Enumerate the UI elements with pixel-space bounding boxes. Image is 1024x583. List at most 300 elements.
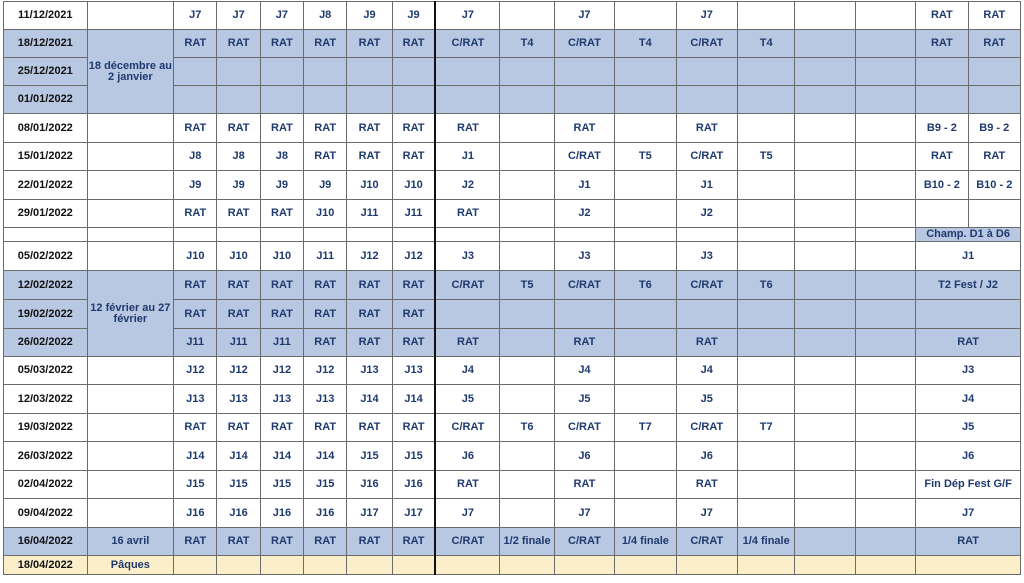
- schedule-cell: [795, 499, 855, 528]
- schedule-cell: RAT: [347, 414, 392, 442]
- schedule-cell: T4: [500, 30, 554, 58]
- table-row: [4, 242, 1021, 271]
- schedule-cell: J2: [554, 200, 614, 228]
- schedule-cell: [737, 114, 794, 143]
- schedule-cell: C/RAT: [676, 30, 737, 58]
- schedule-cell: J11: [174, 329, 217, 357]
- schedule-cell: [737, 200, 794, 228]
- schedule-cell: J16: [260, 499, 303, 528]
- schedule-cell: J14: [174, 442, 217, 471]
- schedule-cell: J16: [304, 499, 347, 528]
- schedule-cell: RAT: [968, 143, 1020, 171]
- schedule-cell: [615, 499, 676, 528]
- schedule-cell: [500, 442, 554, 471]
- schedule-cell: [500, 556, 554, 575]
- schedule-cell: [737, 2, 794, 30]
- schedule-cell: [500, 329, 554, 357]
- schedule-cell: [916, 300, 1021, 329]
- schedule-cell: J13: [304, 385, 347, 414]
- schedule-cell: [392, 58, 435, 86]
- schedule-cell: [615, 114, 676, 143]
- schedule-cell: J9: [304, 171, 347, 200]
- schedule-cell: J1: [916, 242, 1021, 271]
- schedule-cell: [615, 228, 676, 242]
- schedule-cell: J1: [676, 171, 737, 200]
- schedule-cell: J7: [554, 2, 614, 30]
- schedule-cell: RAT: [260, 200, 303, 228]
- schedule-cell: 1/4 finale: [737, 528, 794, 556]
- schedule-cell: C/RAT: [554, 30, 614, 58]
- schedule-cell: [615, 171, 676, 200]
- schedule-cell: [855, 242, 915, 271]
- schedule-cell: J11: [347, 200, 392, 228]
- schedule-cell: RAT: [347, 143, 392, 171]
- schedule-cell: [855, 171, 915, 200]
- schedule-cell: [855, 385, 915, 414]
- schedule-cell: J16: [174, 499, 217, 528]
- schedule-cell: RAT: [968, 2, 1020, 30]
- schedule-cell: RAT: [347, 528, 392, 556]
- schedule-cell: [795, 228, 855, 242]
- schedule-cell: RAT: [676, 114, 737, 143]
- schedule-cell: RAT: [174, 200, 217, 228]
- schedule-cell: J12: [347, 242, 392, 271]
- schedule-cell: RAT: [554, 329, 614, 357]
- schedule-cell: [737, 242, 794, 271]
- schedule-cell: [855, 414, 915, 442]
- schedule-cell: [737, 58, 794, 86]
- schedule-cell: J13: [392, 357, 435, 385]
- schedule-cell: RAT: [217, 271, 260, 300]
- schedule-cell: J10: [392, 171, 435, 200]
- date-cell: 09/04/2022: [4, 499, 88, 528]
- table-row: [4, 357, 1021, 385]
- schedule-cell: [737, 329, 794, 357]
- schedule-cell: [795, 528, 855, 556]
- schedule-cell: [615, 200, 676, 228]
- date-cell: 08/01/2022: [4, 114, 88, 143]
- date-cell: 05/02/2022: [4, 242, 88, 271]
- schedule-cell: C/RAT: [554, 528, 614, 556]
- schedule-cell: [174, 86, 217, 114]
- schedule-cell: J14: [304, 442, 347, 471]
- schedule-cell: RAT: [392, 528, 435, 556]
- schedule-cell: J13: [260, 385, 303, 414]
- schedule-cell: [500, 471, 554, 499]
- schedule-cell: J11: [304, 242, 347, 271]
- schedule-cell: T2 Fest / J2: [916, 271, 1021, 300]
- schedule-cell: [500, 2, 554, 30]
- schedule-cell: J11: [260, 329, 303, 357]
- schedule-cell: RAT: [435, 200, 499, 228]
- schedule-cell: C/RAT: [554, 271, 614, 300]
- schedule-cell: [435, 86, 499, 114]
- schedule-cell: J4: [435, 357, 499, 385]
- schedule-cell: C/RAT: [676, 271, 737, 300]
- schedule-cell: RAT: [676, 329, 737, 357]
- holiday-cell: [87, 114, 174, 143]
- holiday-cell: [87, 200, 174, 228]
- schedule-cell: T4: [737, 30, 794, 58]
- schedule-cell: [260, 86, 303, 114]
- schedule-cell: J14: [260, 442, 303, 471]
- table-row: [4, 271, 1021, 300]
- schedule-cell: J12: [304, 357, 347, 385]
- schedule-cell: [795, 385, 855, 414]
- schedule-cell: [347, 556, 392, 575]
- schedule-cell: RAT: [217, 30, 260, 58]
- schedule-cell: J7: [676, 499, 737, 528]
- schedule-cell: J5: [435, 385, 499, 414]
- schedule-cell: J9: [347, 2, 392, 30]
- holiday-cell: [87, 2, 174, 30]
- date-cell: [4, 228, 88, 242]
- date-cell: 29/01/2022: [4, 200, 88, 228]
- schedule-cell: RAT: [304, 329, 347, 357]
- schedule-cell: J1: [554, 171, 614, 200]
- schedule-cell: [795, 2, 855, 30]
- table-row: [4, 385, 1021, 414]
- schedule-cell: J16: [392, 471, 435, 499]
- schedule-cell: [795, 171, 855, 200]
- date-cell: 25/12/2021: [4, 58, 88, 86]
- schedule-cell: RAT: [347, 114, 392, 143]
- schedule-cell: [435, 58, 499, 86]
- schedule-cell: J10: [304, 200, 347, 228]
- schedule-cell: C/RAT: [554, 143, 614, 171]
- holiday-cell: Pâques: [87, 556, 174, 575]
- schedule-cell: RAT: [217, 300, 260, 329]
- schedule-cell: RAT: [174, 114, 217, 143]
- schedule-cell: J8: [217, 143, 260, 171]
- schedule-cell: J3: [676, 242, 737, 271]
- schedule-cell: [500, 228, 554, 242]
- schedule-cell: J4: [554, 357, 614, 385]
- schedule-cell: RAT: [916, 329, 1021, 357]
- schedule-cell: [304, 86, 347, 114]
- schedule-cell: J7: [260, 2, 303, 30]
- schedule-table: [3, 1, 1021, 575]
- schedule-cell: [916, 58, 968, 86]
- schedule-cell: J9: [174, 171, 217, 200]
- schedule-cell: [795, 442, 855, 471]
- schedule-cell: J8: [174, 143, 217, 171]
- schedule-cell: [855, 329, 915, 357]
- schedule-cell: [855, 228, 915, 242]
- schedule-cell: [795, 414, 855, 442]
- schedule-cell: RAT: [392, 143, 435, 171]
- date-cell: 12/02/2022: [4, 271, 88, 300]
- schedule-cell: J6: [676, 442, 737, 471]
- schedule-cell: RAT: [217, 414, 260, 442]
- schedule-cell: RAT: [304, 528, 347, 556]
- schedule-cell: [554, 58, 614, 86]
- schedule-cell: [795, 471, 855, 499]
- schedule-cell: [500, 114, 554, 143]
- schedule-cell: [795, 58, 855, 86]
- schedule-cell: [392, 556, 435, 575]
- schedule-cell: [855, 357, 915, 385]
- schedule-cell: RAT: [347, 329, 392, 357]
- schedule-cell: J15: [347, 442, 392, 471]
- schedule-cell: [347, 86, 392, 114]
- schedule-cell: J3: [554, 242, 614, 271]
- schedule-cell: [855, 58, 915, 86]
- holiday-cell: [87, 357, 174, 385]
- date-cell: 22/01/2022: [4, 171, 88, 200]
- schedule-cell: [174, 58, 217, 86]
- schedule-cell: J8: [304, 2, 347, 30]
- holiday-cell: [87, 171, 174, 200]
- table-row: [4, 228, 1021, 242]
- schedule-cell: [217, 556, 260, 575]
- schedule-cell: [615, 471, 676, 499]
- schedule-cell: [500, 200, 554, 228]
- schedule-cell: RAT: [260, 414, 303, 442]
- schedule-cell: [795, 30, 855, 58]
- schedule-cell: J2: [435, 171, 499, 200]
- schedule-cell: J9: [260, 171, 303, 200]
- schedule-cell: Fin Dép Fest G/F: [916, 471, 1021, 499]
- schedule-cell: J17: [392, 499, 435, 528]
- schedule-cell: [260, 58, 303, 86]
- schedule-cell: RAT: [260, 30, 303, 58]
- schedule-cell: RAT: [347, 30, 392, 58]
- schedule-cell: T5: [737, 143, 794, 171]
- schedule-cell: [968, 200, 1020, 228]
- schedule-cell: [500, 58, 554, 86]
- schedule-cell: T4: [615, 30, 676, 58]
- schedule-cell: [795, 143, 855, 171]
- schedule-cell: RAT: [435, 471, 499, 499]
- schedule-cell: [855, 471, 915, 499]
- schedule-cell: RAT: [916, 2, 968, 30]
- schedule-cell: RAT: [260, 271, 303, 300]
- schedule-cell: J10: [174, 242, 217, 271]
- schedule-cell: [968, 86, 1020, 114]
- schedule-cell: [737, 300, 794, 329]
- schedule-cell: J11: [392, 200, 435, 228]
- schedule-cell: RAT: [174, 271, 217, 300]
- schedule-cell: RAT: [347, 271, 392, 300]
- schedule-cell: [500, 357, 554, 385]
- schedule-cell: RAT: [968, 30, 1020, 58]
- schedule-cell: [737, 171, 794, 200]
- schedule-cell: J12: [392, 242, 435, 271]
- schedule-cell: [795, 86, 855, 114]
- date-cell: 16/04/2022: [4, 528, 88, 556]
- schedule-cell: J12: [260, 357, 303, 385]
- schedule-cell: RAT: [916, 528, 1021, 556]
- schedule-cell: [795, 242, 855, 271]
- schedule-cell: J7: [435, 2, 499, 30]
- holiday-cell: 16 avril: [87, 528, 174, 556]
- schedule-cell: [500, 86, 554, 114]
- schedule-cell: C/RAT: [554, 414, 614, 442]
- schedule-cell: J9: [217, 171, 260, 200]
- schedule-cell: T7: [615, 414, 676, 442]
- schedule-cell: RAT: [676, 471, 737, 499]
- schedule-cell: [916, 86, 968, 114]
- schedule-cell: [916, 200, 968, 228]
- schedule-cell: [855, 556, 915, 575]
- holiday-cell: [87, 242, 174, 271]
- schedule-cell: J7: [916, 499, 1021, 528]
- schedule-cell: Champ. D1 à D6: [916, 228, 1021, 242]
- schedule-cell: [435, 556, 499, 575]
- schedule-cell: [676, 58, 737, 86]
- table-row: [4, 143, 1021, 171]
- schedule-cell: [676, 228, 737, 242]
- table-row: [4, 556, 1021, 575]
- schedule-cell: [795, 200, 855, 228]
- table-row: [4, 414, 1021, 442]
- schedule-cell: [676, 86, 737, 114]
- schedule-cell: [554, 300, 614, 329]
- schedule-cell: [855, 2, 915, 30]
- holiday-cell: [87, 228, 174, 242]
- schedule-cell: J8: [260, 143, 303, 171]
- schedule-cell: [737, 86, 794, 114]
- schedule-cell: B9 - 2: [916, 114, 968, 143]
- schedule-cell: RAT: [174, 414, 217, 442]
- schedule-cell: RAT: [217, 528, 260, 556]
- date-cell: 01/01/2022: [4, 86, 88, 114]
- schedule-cell: RAT: [392, 271, 435, 300]
- schedule-cell: J5: [916, 414, 1021, 442]
- schedule-cell: [392, 86, 435, 114]
- schedule-cell: C/RAT: [676, 528, 737, 556]
- schedule-cell: J15: [217, 471, 260, 499]
- schedule-cell: [615, 86, 676, 114]
- date-cell: 11/12/2021: [4, 2, 88, 30]
- schedule-cell: [554, 556, 614, 575]
- schedule-cell: C/RAT: [435, 528, 499, 556]
- schedule-cell: [615, 357, 676, 385]
- schedule-cell: [855, 114, 915, 143]
- schedule-cell: [795, 114, 855, 143]
- schedule-cell: [500, 171, 554, 200]
- schedule-cell: [795, 300, 855, 329]
- schedule-cell: RAT: [916, 30, 968, 58]
- schedule-cell: [855, 30, 915, 58]
- date-cell: 26/02/2022: [4, 329, 88, 357]
- schedule-cell: J15: [304, 471, 347, 499]
- schedule-cell: 1/2 finale: [500, 528, 554, 556]
- date-cell: 05/03/2022: [4, 357, 88, 385]
- date-cell: 19/03/2022: [4, 414, 88, 442]
- schedule-cell: J9: [392, 2, 435, 30]
- schedule-cell: [217, 58, 260, 86]
- schedule-cell: RAT: [392, 329, 435, 357]
- schedule-cell: [737, 556, 794, 575]
- schedule-cell: J16: [347, 471, 392, 499]
- schedule-cell: J17: [347, 499, 392, 528]
- holiday-cell: [87, 442, 174, 471]
- holiday-cell: 18 décembre au 2 janvier: [87, 30, 174, 114]
- schedule-cell: [174, 228, 217, 242]
- schedule-cell: RAT: [217, 200, 260, 228]
- schedule-cell: J12: [174, 357, 217, 385]
- schedule-cell: C/RAT: [676, 143, 737, 171]
- schedule-cell: J15: [174, 471, 217, 499]
- schedule-cell: J7: [174, 2, 217, 30]
- schedule-cell: J5: [554, 385, 614, 414]
- schedule-cell: RAT: [174, 528, 217, 556]
- schedule-cell: J2: [676, 200, 737, 228]
- schedule-cell: RAT: [304, 300, 347, 329]
- date-cell: 18/04/2022: [4, 556, 88, 575]
- schedule-cell: RAT: [260, 528, 303, 556]
- date-cell: 19/02/2022: [4, 300, 88, 329]
- schedule-cell: J7: [217, 2, 260, 30]
- schedule-cell: J6: [916, 442, 1021, 471]
- schedule-cell: [554, 228, 614, 242]
- holiday-cell: 12 février au 27 février: [87, 271, 174, 357]
- schedule-cell: RAT: [916, 143, 968, 171]
- schedule-cell: [304, 58, 347, 86]
- holiday-cell: [87, 499, 174, 528]
- schedule-cell: RAT: [304, 114, 347, 143]
- schedule-cell: RAT: [174, 300, 217, 329]
- schedule-cell: J11: [217, 329, 260, 357]
- schedule-cell: [855, 143, 915, 171]
- schedule-cell: B10 - 2: [968, 171, 1020, 200]
- schedule-cell: T6: [615, 271, 676, 300]
- schedule-cell: [435, 300, 499, 329]
- schedule-cell: J13: [347, 357, 392, 385]
- schedule-cell: [737, 385, 794, 414]
- schedule-cell: [304, 228, 347, 242]
- schedule-cell: J5: [676, 385, 737, 414]
- schedule-cell: J14: [217, 442, 260, 471]
- schedule-cell: RAT: [392, 414, 435, 442]
- schedule-cell: RAT: [392, 300, 435, 329]
- table-row: [4, 528, 1021, 556]
- schedule-cell: RAT: [554, 114, 614, 143]
- schedule-cell: [500, 242, 554, 271]
- schedule-cell: T5: [615, 143, 676, 171]
- schedule-cell: B9 - 2: [968, 114, 1020, 143]
- schedule-cell: [217, 228, 260, 242]
- schedule-cell: [500, 499, 554, 528]
- schedule-cell: [737, 471, 794, 499]
- schedule-cell: T6: [737, 271, 794, 300]
- date-cell: 12/03/2022: [4, 385, 88, 414]
- schedule-cell: [304, 556, 347, 575]
- schedule-cell: [795, 271, 855, 300]
- schedule-cell: [615, 58, 676, 86]
- schedule-cell: J13: [174, 385, 217, 414]
- schedule-cell: J7: [435, 499, 499, 528]
- table-row: [4, 471, 1021, 499]
- schedule-cell: [737, 357, 794, 385]
- schedule-cell: [615, 385, 676, 414]
- table-row: [4, 200, 1021, 228]
- schedule-cell: [855, 442, 915, 471]
- schedule-cell: J10: [347, 171, 392, 200]
- date-cell: 15/01/2022: [4, 143, 88, 171]
- table-row: [4, 442, 1021, 471]
- schedule-cell: [260, 556, 303, 575]
- holiday-cell: [87, 414, 174, 442]
- schedule-cell: [615, 556, 676, 575]
- date-cell: 02/04/2022: [4, 471, 88, 499]
- date-cell: 26/03/2022: [4, 442, 88, 471]
- schedule-cell: J4: [916, 385, 1021, 414]
- schedule-cell: [174, 556, 217, 575]
- schedule-cell: [855, 528, 915, 556]
